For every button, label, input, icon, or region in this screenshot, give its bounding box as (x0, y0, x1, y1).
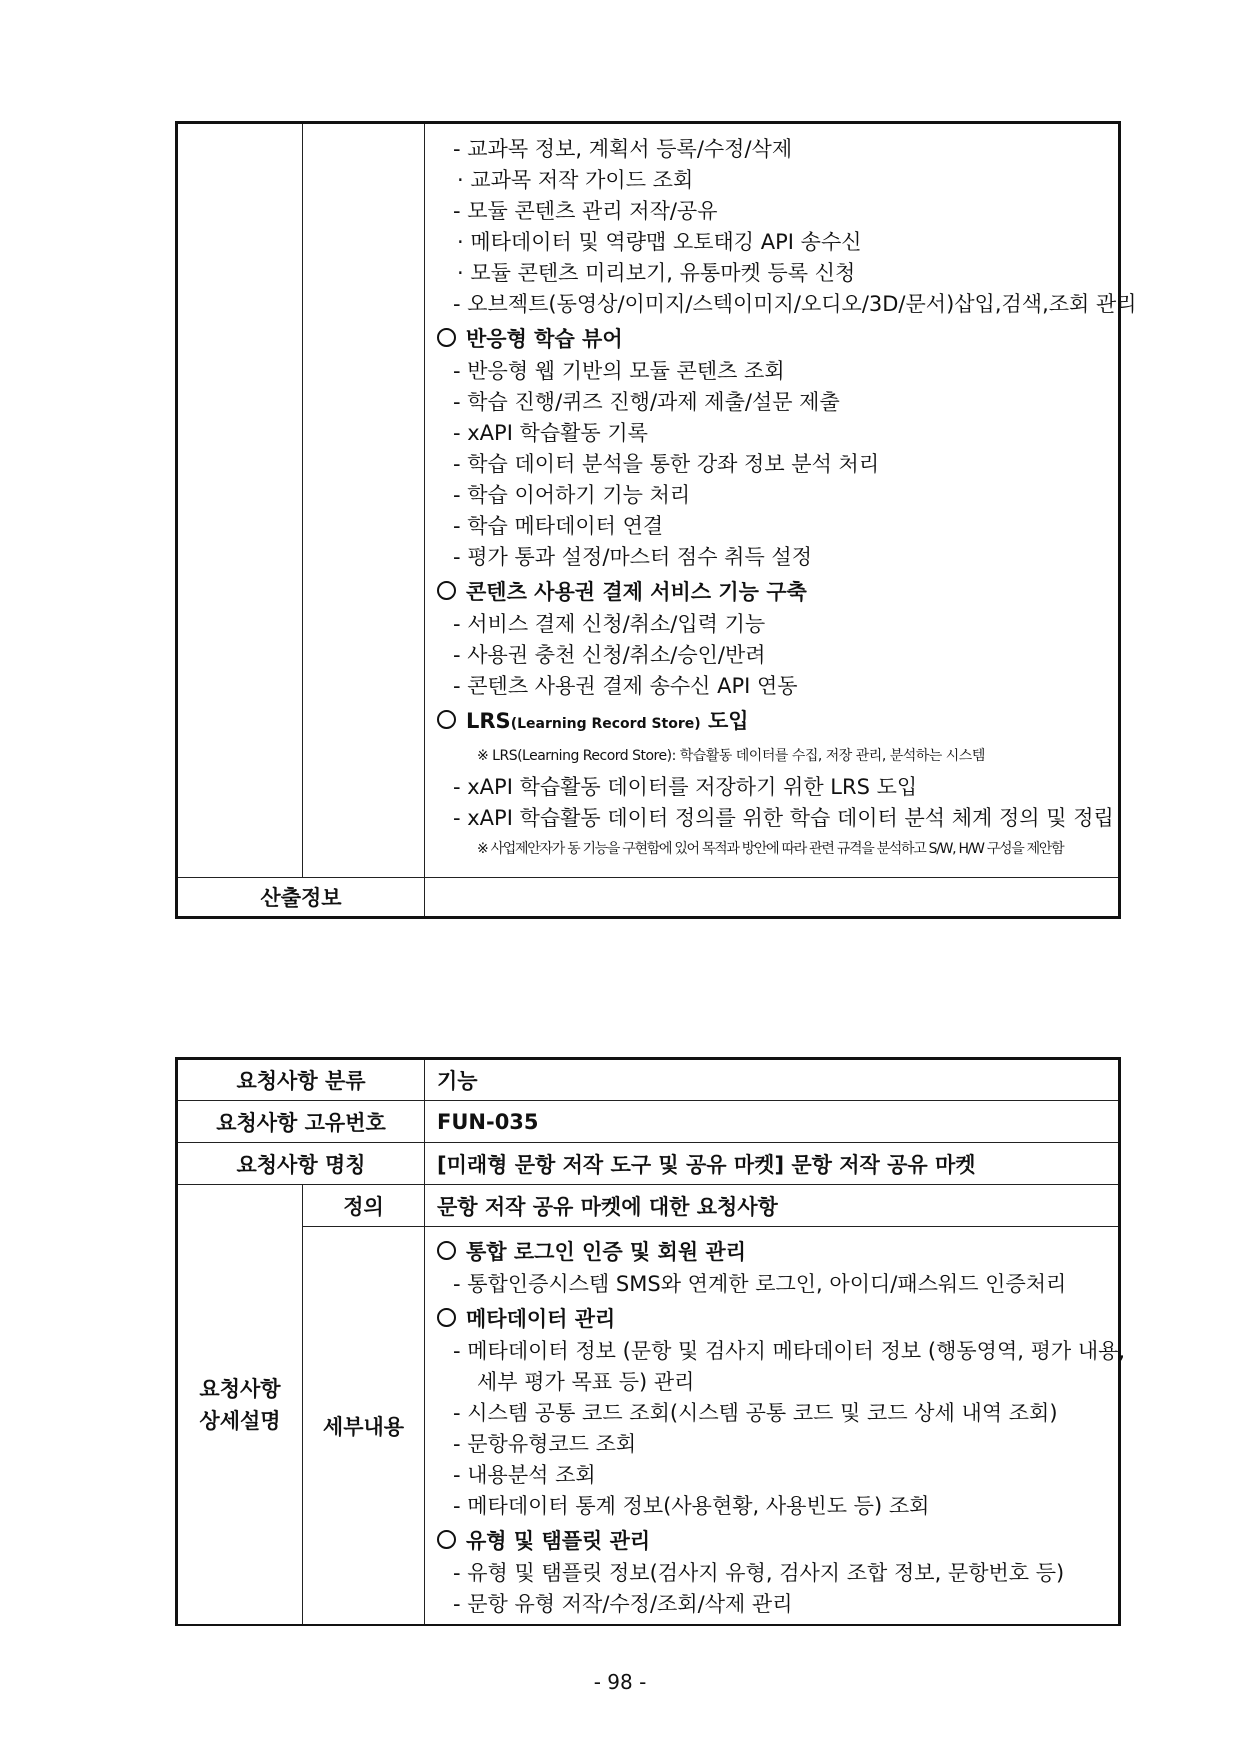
list-item: - 교과목 정보, 계획서 등록/수정/삭제 (453, 137, 793, 161)
circle-bullet-icon (437, 581, 456, 600)
details-content-cell (425, 123, 1137, 878)
list-item: 세부 평가 목표 등) 관리 (477, 1370, 695, 1394)
list-item: - 내용분석 조회 (453, 1463, 596, 1487)
circle-bullet-icon (437, 1308, 456, 1327)
definition-label: 정의 (303, 1185, 425, 1227)
id-label: 요청사항 고유번호 (177, 1101, 425, 1143)
circle-bullet-icon (437, 1530, 456, 1549)
lrs-note: ※ LRS(Learning Record Store): 학습활동 데이터를 수집, 저장 관리, 분석하는 시스템 (477, 748, 985, 764)
requirements-table-fun-035 (175, 1057, 1126, 1626)
list-item: - 유형 및 탬플릿 정보(검사지 유형, 검사지 조합 정보, 문항번호 등) (453, 1561, 1065, 1585)
list-item: - 학습 진행/퀴즈 진행/과제 제출/설문 제출 (453, 390, 840, 414)
definition-value: 문항 저작 공유 마켓에 대한 요청사항 (425, 1185, 1120, 1227)
list-item: - 학습 데이터 분석을 통한 강좌 정보 분석 처리 (453, 452, 880, 476)
list-item: - 서비스 결제 신청/취소/입력 기능 (453, 612, 766, 636)
section-header: 유형 및 탬플릿 관리 (437, 1524, 1106, 1558)
list-item: - 학습 이어하기 기능 처리 (453, 483, 691, 507)
list-item: - 메타데이터 정보 (문항 및 검사지 메타데이터 정보 (행동영역, 평가 내용, (453, 1339, 1126, 1363)
list-item: - 모듈 콘텐츠 관리 저작/공유 (453, 199, 718, 223)
detail-description-label: 요청사항 상세설명 (177, 1185, 303, 1626)
proposal-note: ※ 사업제안자가 동 기능을 구현함에 있어 목적과 방안에 따라 관련 규격을 분석하고 S/W, H/W 구성을 제안함 (477, 841, 1064, 857)
requirements-table-continued (175, 121, 1137, 919)
name-label: 요청사항 명칭 (177, 1143, 425, 1185)
list-item: - 사용권 충천 신청/취소/승인/반려 (453, 643, 766, 667)
details-lines (437, 134, 1137, 702)
output-info-label: 산출정보 (177, 878, 425, 918)
list-item: - 반응형 웹 기반의 모듈 콘텐츠 조회 (453, 359, 785, 383)
lrs-item: - xAPI 학습활동 데이터 정의를 위한 학습 데이터 분석 체계 정의 및 정립 (453, 806, 1114, 830)
section-header: 메타데이터 관리 (437, 1302, 1106, 1336)
content-label: 세부내용 (303, 1227, 425, 1626)
list-item: - 시스템 공통 코드 조회(시스템 공통 코드 및 코드 상세 내역 조회) (453, 1401, 1058, 1425)
list-item: - 학습 메타데이터 연결 (453, 514, 664, 538)
list-item: - 콘텐츠 사용권 결제 송수신 API 연동 (453, 674, 798, 698)
list-item: - 오브젝트(동영상/이미지/스텍이미지/오디오/3D/문서)삽입,검색,조회 관리 (453, 292, 1137, 316)
lrs-item: - xAPI 학습활동 데이터를 저장하기 위한 LRS 도입 (453, 775, 918, 799)
table-row (177, 1143, 1120, 1185)
id-value: FUN-035 (425, 1101, 1120, 1143)
content-cell (425, 1227, 1126, 1626)
table-row (177, 1185, 1120, 1227)
table-row (177, 1101, 1120, 1143)
list-item: · 모듈 콘텐츠 미리보기, 유통마켓 등록 신청 (457, 261, 856, 285)
list-item: - 문항 유형 저작/수정/조회/삭제 관리 (453, 1592, 793, 1616)
list-item: · 메타데이터 및 역량맵 오토태깅 API 송수신 (457, 230, 862, 254)
category-value: 기능 (425, 1059, 1120, 1101)
page-number: - 98 - (593, 1670, 647, 1694)
content-lines (437, 1235, 1126, 1620)
output-info-value (425, 878, 1120, 918)
empty-category-cell (177, 123, 303, 878)
list-item: - 메타데이터 통계 정보(사용현황, 사용빈도 등) 조회 (453, 1494, 930, 1518)
list-item: - 문항유형코드 조회 (453, 1432, 637, 1456)
list-item: · 교과목 저작 가이드 조회 (457, 168, 694, 192)
section-header: 콘텐츠 사용권 결제 서비스 기능 구축 (437, 575, 1106, 609)
section-header: 통합 로그인 인증 및 회원 관리 (437, 1235, 1106, 1269)
category-label: 요청사항 분류 (177, 1059, 425, 1101)
list-item: - 평가 통과 설정/마스터 점수 취득 설정 (453, 545, 812, 569)
list-item: - 통합인증시스템 SMS와 연계한 로그인, 아이디/패스워드 인증처리 (453, 1272, 1067, 1296)
empty-subcategory-cell (303, 123, 425, 878)
table-row (177, 1059, 1120, 1101)
circle-bullet-icon (437, 710, 456, 729)
name-value: [미래형 문항 저작 도구 및 공유 마켓] 문항 저작 공유 마켓 (425, 1143, 1120, 1185)
circle-bullet-icon (437, 1241, 456, 1260)
list-item: - xAPI 학습활동 기록 (453, 421, 648, 445)
section-header: 반응형 학습 뷰어 (437, 322, 1106, 356)
circle-bullet-icon (437, 328, 456, 347)
section-header-lrs: LRS(Learning Record Store) 도입 (437, 704, 1106, 741)
